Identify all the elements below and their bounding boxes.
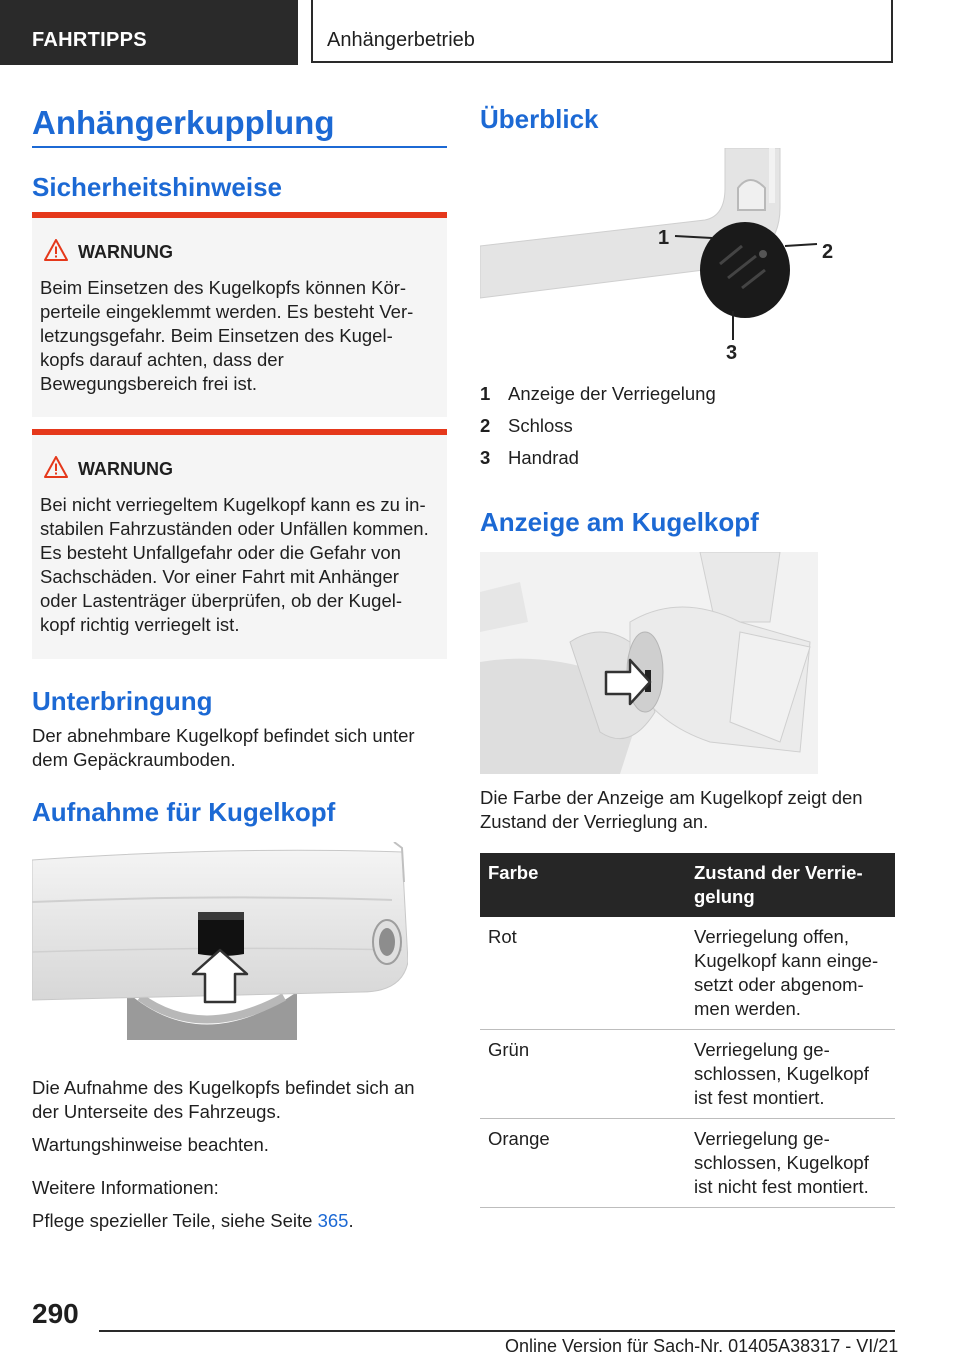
- maintenance-text: Wartungshinweise beachten.: [32, 1134, 269, 1155]
- indicator-text: Die Farbe der Anzeige am Kugelkopf zeigt den Zustand der Verrieglung an.: [480, 787, 863, 832]
- warning-text: Bei nicht verriegeltem Kugelkopf kann es zu in- stabilen Fahrzuständen oder Unfällen kommen. Es besteht Unfallgefahr oder die Gefahr von Sachschäden. Vor einer Fahrt mit Anhänger oder Lastenträger überprüfen, ob der Kugel- kopf richtig verriegelt ist.: [40, 494, 429, 635]
- table-row: [480, 1119, 895, 1208]
- title-rule: [32, 146, 447, 148]
- storage-heading: Unterbringung: [32, 686, 213, 716]
- warning-box-2: [32, 429, 447, 659]
- table-header-row: [480, 853, 895, 917]
- legend-text: Anzeige der Verriegelung: [508, 383, 716, 404]
- section-label: FAHRTIPPS: [32, 29, 147, 51]
- column-header: Farbe: [480, 853, 686, 917]
- legend-num: 2: [480, 415, 491, 436]
- warning-label: WARNUNG: [78, 459, 173, 479]
- indicator-heading: Anzeige am Kugelkopf: [480, 507, 759, 537]
- safety-heading: Sicherheitshinweise: [32, 172, 282, 202]
- coupling-overview-illustration: [480, 148, 858, 366]
- care-text: Pflege spezieller Teile, siehe Seite: [32, 1210, 318, 1231]
- table-row: [480, 1030, 895, 1119]
- rear-bumper-illustration: [32, 842, 408, 1040]
- status-table: [480, 853, 895, 1208]
- ball-head-indicator-illustration: [480, 552, 818, 774]
- page-link[interactable]: 365: [317, 1210, 349, 1231]
- table-row: [480, 917, 895, 1030]
- page-number: 290: [32, 1298, 79, 1329]
- care-reference: [32, 1209, 354, 1233]
- color-cell: Grün: [480, 1030, 686, 1119]
- status-cell: Verriegelung ge- schlossen, Kugelkopf ist fest montiert.: [686, 1030, 895, 1119]
- status-cell: Verriegelung offen, Kugelkopf kann einge- setzt oder abgenom- men werden.: [686, 917, 895, 1030]
- callout-1: 1: [658, 227, 670, 249]
- column-header: Zustand der Verrie- gelung: [686, 853, 895, 917]
- callout-2: 2: [822, 241, 834, 263]
- chapter-tab[interactable]: [311, 0, 893, 63]
- footer-rule: [99, 1330, 895, 1332]
- legend-num: 1: [480, 383, 491, 404]
- footer-online-version: Online Version für Sach-Nr. 01405A38317 - VI/21: [505, 1336, 899, 1356]
- mount-heading: Aufnahme für Kugelkopf: [32, 797, 336, 827]
- color-cell: Orange: [480, 1119, 686, 1208]
- storage-text: Der abnehmbare Kugelkopf befindet sich unter dem Gepäckraumboden.: [32, 725, 415, 770]
- warning-triangle-icon: [44, 456, 68, 478]
- mount-text: Die Aufnahme des Kugelkopfs befindet sich an der Unterseite des Fahrzeugs.: [32, 1077, 415, 1122]
- callout-3: 3: [726, 342, 738, 364]
- care-suffix: .: [348, 1210, 354, 1231]
- legend-num: 3: [480, 447, 491, 468]
- warning-text: Beim Einsetzen des Kugelkopfs können Kör- perteile eingeklemmt werden. Es besteht Ver- letzungsgefahr. Beim Einsetzen des Kugel- kopfs darauf achten, dass der Bewegungsbereich frei ist.: [40, 277, 414, 394]
- color-cell: Rot: [480, 917, 686, 1030]
- chapter-label: Anhängerbetrieb: [327, 29, 475, 51]
- status-cell: Verriegelung ge- schlossen, Kugelkopf ist nicht fest montiert.: [686, 1119, 895, 1208]
- page-title: Anhängerkupplung: [32, 104, 335, 141]
- warning-triangle-icon: [44, 239, 68, 261]
- section-tab[interactable]: [0, 0, 298, 65]
- overview-heading: Überblick: [480, 104, 599, 134]
- warning-box-1: [32, 212, 447, 417]
- legend-text: Handrad: [508, 447, 579, 468]
- warning-label: WARNUNG: [78, 242, 173, 262]
- more-info-label: Weitere Informationen:: [32, 1177, 219, 1198]
- legend-text: Schloss: [508, 415, 573, 436]
